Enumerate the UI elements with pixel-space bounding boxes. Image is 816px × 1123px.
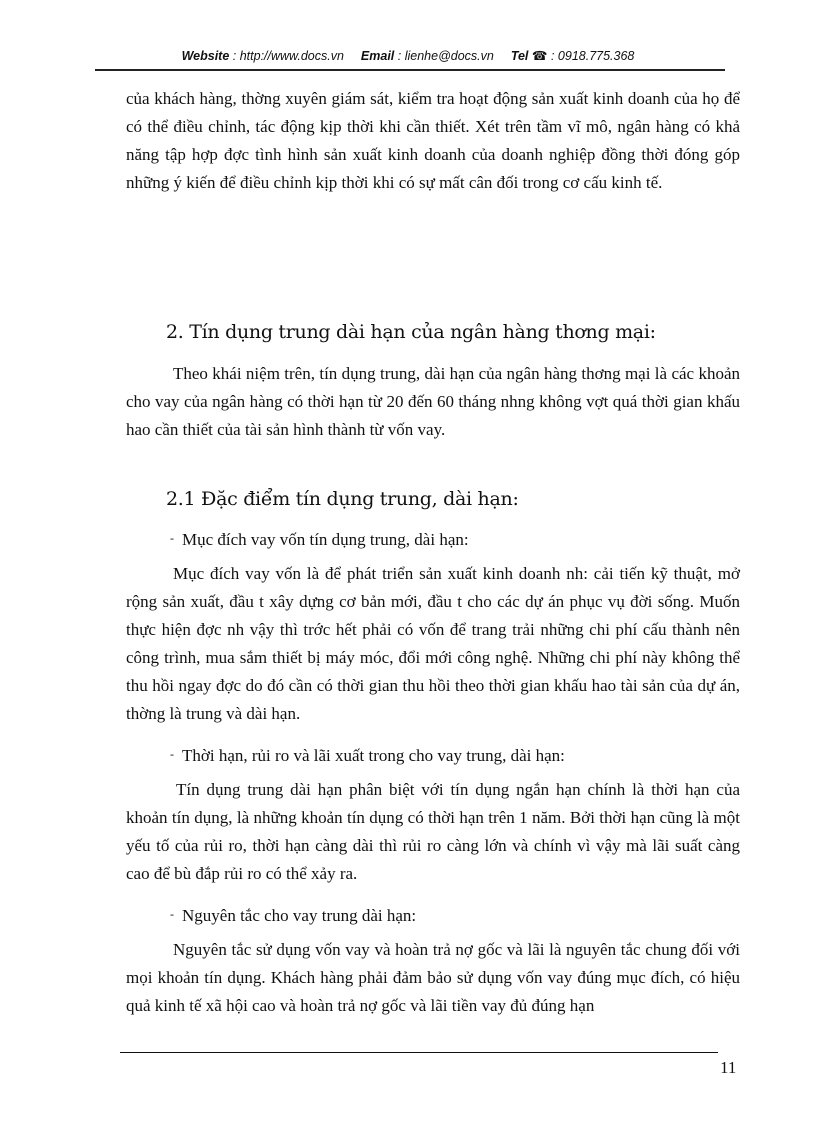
footer-divider: [120, 1052, 718, 1053]
bullet-text: Thời hạn, rủi ro và lãi xuất trong cho vay trung, dài hạn:: [182, 746, 565, 765]
bullet-item-purpose: [126, 524, 740, 554]
paragraph-1: của khách hàng, thờng xuyên giám sát, kiểm tra hoạt động sản xuất kinh doanh của họ để có thể điều chỉnh, tác động kịp thời khi cần thiết. Xét trên tầm vĩ mô, ngân hàng có khả năng tập hợp đợc tình hình sản xuất kinh doanh của doanh nghiệp đồng thời đóng góp những ý kiến để điều chỉnh kịp thời khi có sự mất cân đối trong cơ cấu kinh tế.: [126, 89, 740, 192]
phone-icon: ☎: [531, 49, 548, 63]
website-value: : http://www.docs.vn: [232, 49, 344, 63]
email-value: : lienhe@docs.vn: [397, 49, 494, 63]
page-content: [126, 85, 740, 1020]
paragraph-3: Mục đích vay vốn là để phát triển sản xuất kinh doanh nh: cải tiến kỹ thuật, mở rộng sản xuất, đầu t xây dựng cơ bản mới, đầu t cho các dự án phục vụ đời sống. Muốn thực hiện đợc nh vậy thì trớc hết phải có vốn để trang trải những chi phí cấu thành nên công trình, mua sắm thiết bị máy móc, đổi mới công nghệ. Những chi phí này không thể thu hồi ngay đợc do đó cần có thời gian thu hồi theo thời gian khấu hao tài sản của dự án, thờng là trung và dài hạn.: [126, 564, 740, 723]
header-divider: [95, 69, 725, 71]
website-label: Website: [181, 49, 230, 63]
section-heading-2: 2. Tín dụng trung dài hạn của ngân hàng thơng mại:: [166, 321, 656, 343]
page-header: [0, 48, 816, 63]
paragraph-4: Tín dụng trung dài hạn phân biệt với tín dụng ngắn hạn chính là thời hạn của khoản tín dụng, là những khoản tín dụng có thời hạn trên 1 năm. Bởi thời hạn cũng là một yếu tố của rủi ro, thời hạn càng dài thì rủi ro càng lớn và chính vì vậy mà lãi suất càng cao để bù đắp rủi ro có thể xảy ra.: [126, 780, 740, 883]
page-number: 11: [720, 1058, 737, 1077]
bullet-item-principles: [126, 900, 740, 930]
section-heading-2-1: 2.1 Đặc điểm tín dụng trung, dài hạn:: [166, 488, 519, 510]
bullet-item-term-risk: [126, 740, 740, 770]
dash-icon: -: [170, 747, 174, 761]
paragraph-5: Nguyên tắc sử dụng vốn vay và hoàn trả nợ gốc và lãi là nguyên tắc chung đối với mọi khoản tín dụng. Khách hàng phải đảm bảo sử dụng vốn vay đúng mục đích, có hiệu quả kinh tế xã hội cao và hoàn trả nợ gốc và lãi tiền vay đủ đúng hạn: [126, 940, 740, 1015]
dash-icon: -: [170, 907, 174, 921]
bullet-text: Mục đích vay vốn tín dụng trung, dài hạn:: [182, 530, 469, 549]
bullet-text: Nguyên tắc cho vay trung dài hạn:: [182, 906, 417, 925]
paragraph-2: Theo khái niệm trên, tín dụng trung, dài hạn của ngân hàng thơng mại là các khoản cho vay của ngân hàng có thời hạn từ 20 đến 60 tháng nhng không vợt quá thời gian khấu hao cần thiết của tài sản hình thành từ vốn vay.: [126, 364, 740, 439]
tel-label: Tel: [510, 49, 529, 63]
tel-value: : 0918.775.368: [550, 49, 635, 63]
dash-icon: -: [170, 531, 174, 545]
email-label: Email: [360, 49, 395, 63]
